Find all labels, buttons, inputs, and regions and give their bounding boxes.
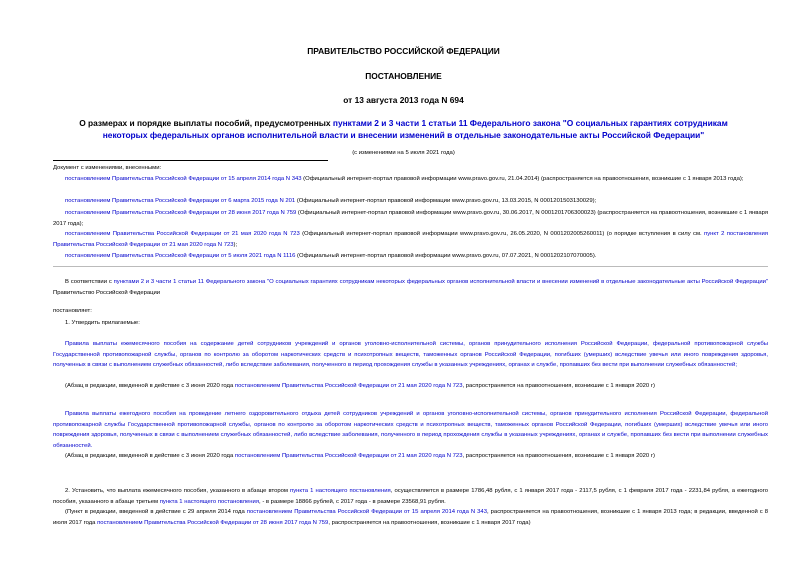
change-text: (Официальный интернет-портал правовой информации www.pravo.gov.ru, 26.05.2020, N 0001202005260011) (о порядке вступления в силу см. (299, 231, 704, 237)
note-text-end: , распространяется на правоотношения, возникшие с 1 января 2020 г) (462, 383, 655, 389)
rules-2-link[interactable]: Правила выплаты ежегодного пособия на проведение летнего оздоровительного отдыха детей сотрудников учреждений и органов уголовно-исполнительной системы, органов принудительного исполнения Российской Федерации, федеральной противопожарной службы Государственной противопожарной службы, органов по контролю за оборотом наркотических средств и психотропных веществ, таможенных органов Российской Федерации, погибших (умерших) вследствие увечья или иного повреждения здоровья, полученных в связи с выполнением служебных обязанностей, либо вследствие заболевания, полученного в период прохождения службы в указанных учреждениях, органах и службе, пропавших без вести при выполнении служебных обязанностей. (53, 411, 768, 449)
change-item (53, 229, 768, 250)
rules-1-paragraph (53, 339, 768, 371)
note-link-2[interactable]: постановлением Правительства Российской Федерации от 28 июня 2017 года N 759 (97, 519, 329, 526)
item-2-link-1[interactable]: пункта 1 настоящего постановления (290, 488, 391, 494)
change-text: (Официальный интернет-портал правовой информации www.pravo.gov.ru, 13.03.2015, N 0001201503130029); (295, 198, 597, 204)
document-title (60, 117, 747, 141)
decides-line: постановляет: (53, 308, 92, 314)
preamble-text: В соответствии с (65, 279, 114, 285)
item-1: 1. Утвердить прилагаемые: (65, 320, 140, 326)
change-link[interactable]: постановлением Правительства Российской Федерации от 15 апреля 2014 года N 343 (65, 176, 302, 182)
government-heading: ПРАВИТЕЛЬСТВО РОССИЙСКОЙ ФЕДЕРАЦИИ (307, 46, 500, 56)
change-text-end: ); (233, 241, 238, 248)
title-text: О размерах и порядке выплаты пособий, предусмотренных (79, 118, 333, 128)
note-text-end: , распространяется на правоотношения, возникшие с 1 января 2017 года) (328, 519, 531, 526)
note-text: (Пункт в редакции, введенной в действие с 29 апреля 2014 года (65, 509, 247, 515)
amendment-note-1 (53, 381, 768, 392)
changes-intro: Документ с изменениями, внесенными: (53, 165, 162, 171)
item-2-text-end: , - в размере 18866 рублей, с 2017 года - в размере 23568,91 рубля. (259, 498, 446, 505)
rules-2-paragraph (53, 409, 768, 451)
item-2 (53, 486, 768, 507)
document-type: ПОСТАНОВЛЕНИЕ (365, 71, 442, 81)
preamble-law-link[interactable]: пунктами 2 и 3 части 1 статьи 11 Федерального закона "О социальных гарантиях сотрудникам некоторых федеральных органов исполнительной власти и внесении изменений в отдельные законодательные акты Российской Федерации" (113, 279, 769, 285)
document-date: от 13 августа 2013 года N 694 (343, 95, 464, 105)
change-item (53, 208, 768, 229)
change-text: (Официальный интернет-портал правовой информации www.pravo.gov.ru, 07.07.2021, N 0001202107070005). (295, 253, 597, 259)
preamble-text-end: Правительство Российской Федерации (53, 289, 161, 296)
note-link[interactable]: постановлением Правительства Российской Федерации от 21 мая 2020 года N 723 (234, 383, 463, 389)
change-item (53, 251, 768, 262)
change-link-clause[interactable]: пункт 2 постановления Правительства Российской Федерации от 21 мая 2020 года N 723 (53, 231, 768, 248)
change-link[interactable]: постановлением Правительства Российской Федерации от 28 июня 2017 года N 759 (65, 210, 297, 216)
edition-note: (с изменениями на 5 июля 2021 года) (352, 150, 455, 156)
change-link[interactable]: постановлением Правительства Российской Федерации от 6 марта 2015 года N 201 (65, 198, 296, 204)
change-link[interactable]: постановлением Правительства Российской Федерации от 21 мая 2020 года N 723 (65, 231, 300, 237)
rules-1-link[interactable]: Правила выплаты ежемесячного пособия на содержание детей сотрудников учреждений и органов уголовно-исполнительной системы, органов принудительного исполнения Российской Федерации, федеральной противопожарной службы Государственной противопожарной службы, органов по контролю за оборотом наркотических средств и психотропных веществ, таможенных органов Российской Федерации, погибших (умерших) вследствие увечья или иного повреждения здоровья, полученных в связи с выполнением служебных обязанностей, либо вследствие заболевания, полученного в период прохождения службы в указанных учреждениях, органах и службе, пропавших без вести при выполнении служебных обязанностей; (53, 341, 768, 369)
item-2-text: 2. Установить, что выплата ежемесячного пособия, указанного в абзаце втором (65, 488, 291, 494)
item-2-link-2[interactable]: пункта 1 настоящего постановления (159, 498, 260, 505)
preamble-paragraph (53, 277, 768, 298)
note-link[interactable]: постановлением Правительства Российской Федерации от 21 мая 2020 года N 723 (234, 453, 463, 459)
change-text: (Официальный интернет-портал правовой информации www.pravo.gov.ru, 30.06.2017, N 0001201706300023) (распространяется на правоотношения, возникшие с 1 января 2017 года); (53, 210, 769, 227)
divider-rule (53, 266, 768, 267)
change-link[interactable]: постановлением Правительства Российской Федерации от 5 июля 2021 года N 1116 (65, 253, 296, 259)
item-2-text-mid: , осуществляется в размере 1786,48 рубля, с 1 января 2017 года - 2117,5 рубля, с 1 февраля 2017 года - 2231,84 рубля, а ежегодного пособия, указанного в абзаце третьем (53, 488, 768, 505)
title-law-link[interactable]: пунктами 2 и 3 части 1 статьи 11 Федерального закона "О социальных гарантиях сотрудникам некоторых федеральных органов исполнительной власти и внесении изменений в отдельные законодательные акты Российской Федерации" (102, 118, 728, 140)
note-text-end: , распространяется на правоотношения, возникшие с 1 января 2020 г) (462, 453, 655, 459)
amendment-note-2 (53, 451, 768, 462)
note-text: (Абзац в редакции, введенной в действие с 3 июня 2020 года (65, 453, 235, 459)
change-text: (Официальный интернет-портал правовой информации www.pravo.gov.ru, 21.04.2014) (распространяется на правоотношения, возникшие с 1 января 2013 года); (301, 176, 744, 182)
change-item (53, 196, 768, 207)
change-item (53, 174, 768, 185)
note-text: (Абзац в редакции, введенной в действие с 3 июня 2020 года (65, 383, 235, 389)
amendment-note-3 (53, 507, 768, 528)
note-text-mid: , распространяется на правоотношения, возникшие с 1 января 2013 года; в редакции, введенной с 8 июля 2017 года (53, 509, 768, 526)
note-link-1[interactable]: постановлением Правительства Российской Федерации от 15 апреля 2014 года N 343 (246, 509, 487, 515)
separator-rule (53, 160, 328, 161)
